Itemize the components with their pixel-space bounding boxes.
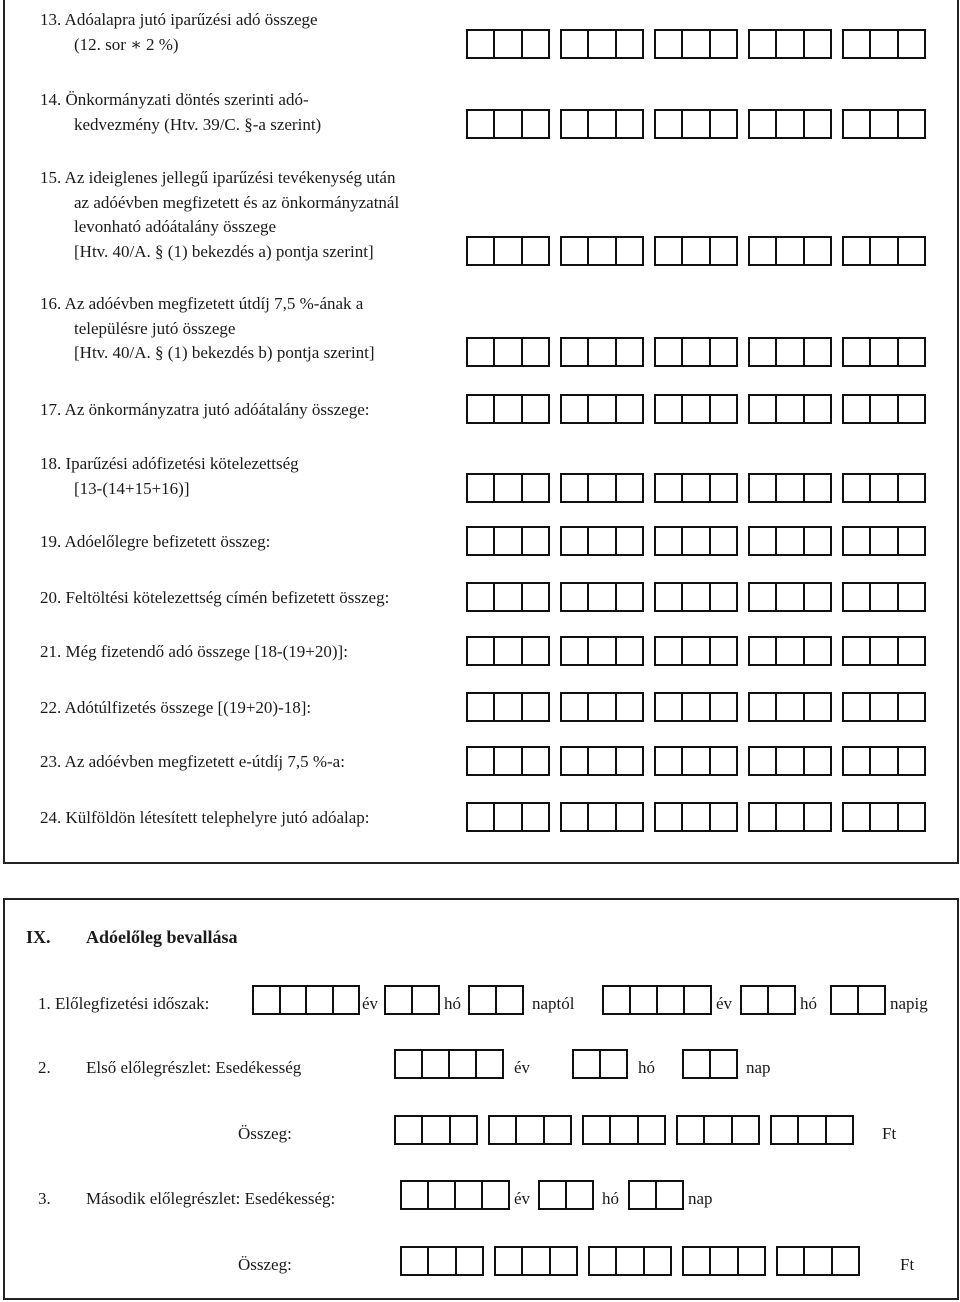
row1-ho1: hó [444, 994, 461, 1013]
row2-label: Első előlegrészlet: Esedékesség [86, 1058, 302, 1077]
row-14-amount-group-5[interactable] [842, 109, 926, 139]
row-14-amount-group-2[interactable] [560, 109, 644, 139]
row3-year-boxes[interactable] [400, 1180, 510, 1210]
row-16-label-line: 16. Az adóévben megfizetett útdíj 7,5 %-ának a [40, 294, 364, 313]
row-23-amount-group-5[interactable] [842, 746, 926, 776]
row1-month-from-boxes[interactable] [384, 985, 440, 1015]
row2-amount-group-3[interactable] [582, 1115, 666, 1145]
row2-amount-group-4[interactable] [676, 1115, 760, 1145]
row-24-amount-group-2[interactable] [560, 802, 644, 832]
row1-year-to-boxes[interactable] [602, 985, 712, 1015]
row1-ev1: év [362, 994, 379, 1013]
row2-day-boxes[interactable] [682, 1049, 738, 1079]
row-16-amount-group-1[interactable] [466, 337, 550, 367]
row3-ho: hó [602, 1189, 619, 1208]
row-22-amount-group-2[interactable] [560, 692, 644, 722]
row1-month-to-boxes[interactable] [740, 985, 796, 1015]
row-16-amount-group-3[interactable] [654, 337, 738, 367]
row3-label: Második előlegrészlet: Esedékesség: [86, 1189, 336, 1208]
row-16-amount-group-2[interactable] [560, 337, 644, 367]
row-14-amount-group-4[interactable] [748, 109, 832, 139]
row-13-label-line: 13. Adóalapra jutó iparűzési adó összege [40, 10, 318, 29]
row-24-amount-group-1[interactable] [466, 802, 550, 832]
row-17-amount-group-3[interactable] [654, 394, 738, 424]
row-15-label-line: levonható adóátalány összege [74, 217, 277, 236]
row2-year-boxes[interactable] [394, 1049, 504, 1079]
row-19-label-line: 19. Adóelőlegre befizetett összeg: [40, 532, 271, 551]
row-20-amount-group-1[interactable] [466, 582, 550, 612]
row-15-amount-group-4[interactable] [748, 236, 832, 266]
row1-napig: napig [890, 994, 928, 1013]
row-16-amount-group-5[interactable] [842, 337, 926, 367]
row3-amount-group-5[interactable] [776, 1246, 860, 1276]
row-16-amount-group-4[interactable] [748, 337, 832, 367]
row3-osszeg-label: Összeg: [238, 1255, 292, 1274]
row-17-amount-group-1[interactable] [466, 394, 550, 424]
row-14-amount-group-3[interactable] [654, 109, 738, 139]
row-22-label-line: 22. Adótúlfizetés összege [(19+20)-18]: [40, 698, 312, 717]
row-23-amount-group-2[interactable] [560, 746, 644, 776]
row2-amount-group-5[interactable] [770, 1115, 854, 1145]
row1-year-from-boxes[interactable] [252, 985, 360, 1015]
row-18-amount-group-2[interactable] [560, 473, 644, 503]
section-title: Adóelőleg bevallása [86, 927, 238, 947]
row-13-amount-group-3[interactable] [654, 29, 738, 59]
row-17-amount-group-5[interactable] [842, 394, 926, 424]
row-16-label-line: [Htv. 40/A. § (1) bekezdés b) pontja szerint] [74, 343, 375, 362]
row1-label: 1. Előlegfizetési időszak: [38, 994, 210, 1013]
row-20-amount-group-3[interactable] [654, 582, 738, 612]
row-18-label-line: [13-(14+15+16)] [74, 478, 190, 498]
row-15-amount-group-2[interactable] [560, 236, 644, 266]
section-9-frame [3, 898, 959, 1300]
row-17-amount-group-4[interactable] [748, 394, 832, 424]
row-15-amount-group-5[interactable] [842, 236, 926, 266]
row-18-amount-group-5[interactable] [842, 473, 926, 503]
row-18-label-line: 18. Iparűzési adófizetési kötelezettség [40, 454, 299, 473]
row-14-amount-group-1[interactable] [466, 109, 550, 139]
row-18-amount-group-4[interactable] [748, 473, 832, 503]
row-19-amount-group-4[interactable] [748, 526, 832, 556]
row1-ev2: év [716, 994, 733, 1013]
row-24-amount-group-5[interactable] [842, 802, 926, 832]
row-13-amount-group-2[interactable] [560, 29, 644, 59]
row3-amount-group-2[interactable] [494, 1246, 578, 1276]
row-17-amount-group-2[interactable] [560, 394, 644, 424]
row3-month-boxes[interactable] [538, 1180, 594, 1210]
row-19-amount-group-1[interactable] [466, 526, 550, 556]
row-24-amount-group-4[interactable] [748, 802, 832, 832]
row3-day-boxes[interactable] [628, 1180, 684, 1210]
row-19-amount-group-3[interactable] [654, 526, 738, 556]
row-21-amount-group-4[interactable] [748, 636, 832, 666]
row-21-amount-group-1[interactable] [466, 636, 550, 666]
row2-amount-group-1[interactable] [394, 1115, 478, 1145]
row-17-label-line: 17. Az önkormányzatra jutó adóátalány összege: [40, 400, 370, 419]
row-23-label-line: 23. Az adóévben megfizetett e-útdíj 7,5 %-a: [40, 752, 345, 771]
row-21-label-line: 21. Még fizetendő adó összege [18-(19+20)]: [40, 642, 348, 661]
row3-ft: Ft [900, 1255, 915, 1274]
row-15-amount-group-1[interactable] [466, 236, 550, 266]
row2-amount-group-2[interactable] [488, 1115, 572, 1145]
row-21-amount-group-2[interactable] [560, 636, 644, 666]
row-13-amount-group-4[interactable] [748, 29, 832, 59]
row3-amount-group-4[interactable] [682, 1246, 766, 1276]
row3-nap: nap [688, 1189, 713, 1208]
row-22-amount-group-4[interactable] [748, 692, 832, 722]
row-20-amount-group-2[interactable] [560, 582, 644, 612]
row-13-amount-group-5[interactable] [842, 29, 926, 59]
row-19-amount-group-2[interactable] [560, 526, 644, 556]
row-24-amount-group-3[interactable] [654, 802, 738, 832]
row-22-amount-group-5[interactable] [842, 692, 926, 722]
row-22-amount-group-3[interactable] [654, 692, 738, 722]
row1-naptol: naptól [532, 994, 575, 1013]
row-21-amount-group-5[interactable] [842, 636, 926, 666]
row3-amount-group-1[interactable] [400, 1246, 484, 1276]
row-13-amount-group-1[interactable] [466, 29, 550, 59]
row2-osszeg-label: Összeg: [238, 1124, 292, 1143]
row-15-label-line: [Htv. 40/A. § (1) bekezdés a) pontja szerint] [74, 241, 374, 261]
row-22-amount-group-1[interactable] [466, 692, 550, 722]
row-20-amount-group-4[interactable] [748, 582, 832, 612]
row2-ev: év [514, 1058, 531, 1077]
row2-nap: nap [746, 1058, 771, 1077]
row-19-amount-group-5[interactable] [842, 526, 926, 556]
row-15-amount-group-3[interactable] [654, 236, 738, 266]
row1-day-to-boxes[interactable] [830, 985, 886, 1015]
row-23-amount-group-3[interactable] [654, 746, 738, 776]
row2-number: 2. [38, 1058, 51, 1077]
row2-month-boxes[interactable] [572, 1049, 628, 1079]
row-13-label-line: (12. sor ∗ 2 %) [74, 34, 179, 54]
row-14-label-line: 14. Önkormányzati döntés szerinti adó- [40, 90, 309, 109]
row-23-amount-group-1[interactable] [466, 746, 550, 776]
row-15-label-line: az adóévben megfizetett és az önkormányzatnál [74, 192, 400, 212]
row-16-label-line: településre jutó összege [74, 318, 236, 338]
row2-ft: Ft [882, 1124, 897, 1143]
row-20-label-line: 20. Feltöltési kötelezettség címén befizetett összeg: [40, 588, 390, 607]
section-number: IX. [26, 927, 51, 947]
row-23-amount-group-4[interactable] [748, 746, 832, 776]
row-24-label-line: 24. Külföldön létesített telephelyre jutó adóalap: [40, 808, 370, 827]
row1-ho2: hó [800, 994, 817, 1013]
row-15-label-line: 15. Az ideiglenes jellegű iparűzési tevékenység után [40, 168, 396, 187]
row2-ho: hó [638, 1058, 655, 1077]
row3-ev: év [514, 1189, 531, 1208]
row-18-amount-group-1[interactable] [466, 473, 550, 503]
row1-day-from-boxes[interactable] [468, 985, 524, 1015]
row-18-amount-group-3[interactable] [654, 473, 738, 503]
row-14-label-line: kedvezmény (Htv. 39/C. §-a szerint) [74, 114, 322, 134]
row3-number: 3. [38, 1189, 51, 1208]
row-21-amount-group-3[interactable] [654, 636, 738, 666]
row3-amount-group-3[interactable] [588, 1246, 672, 1276]
row-20-amount-group-5[interactable] [842, 582, 926, 612]
